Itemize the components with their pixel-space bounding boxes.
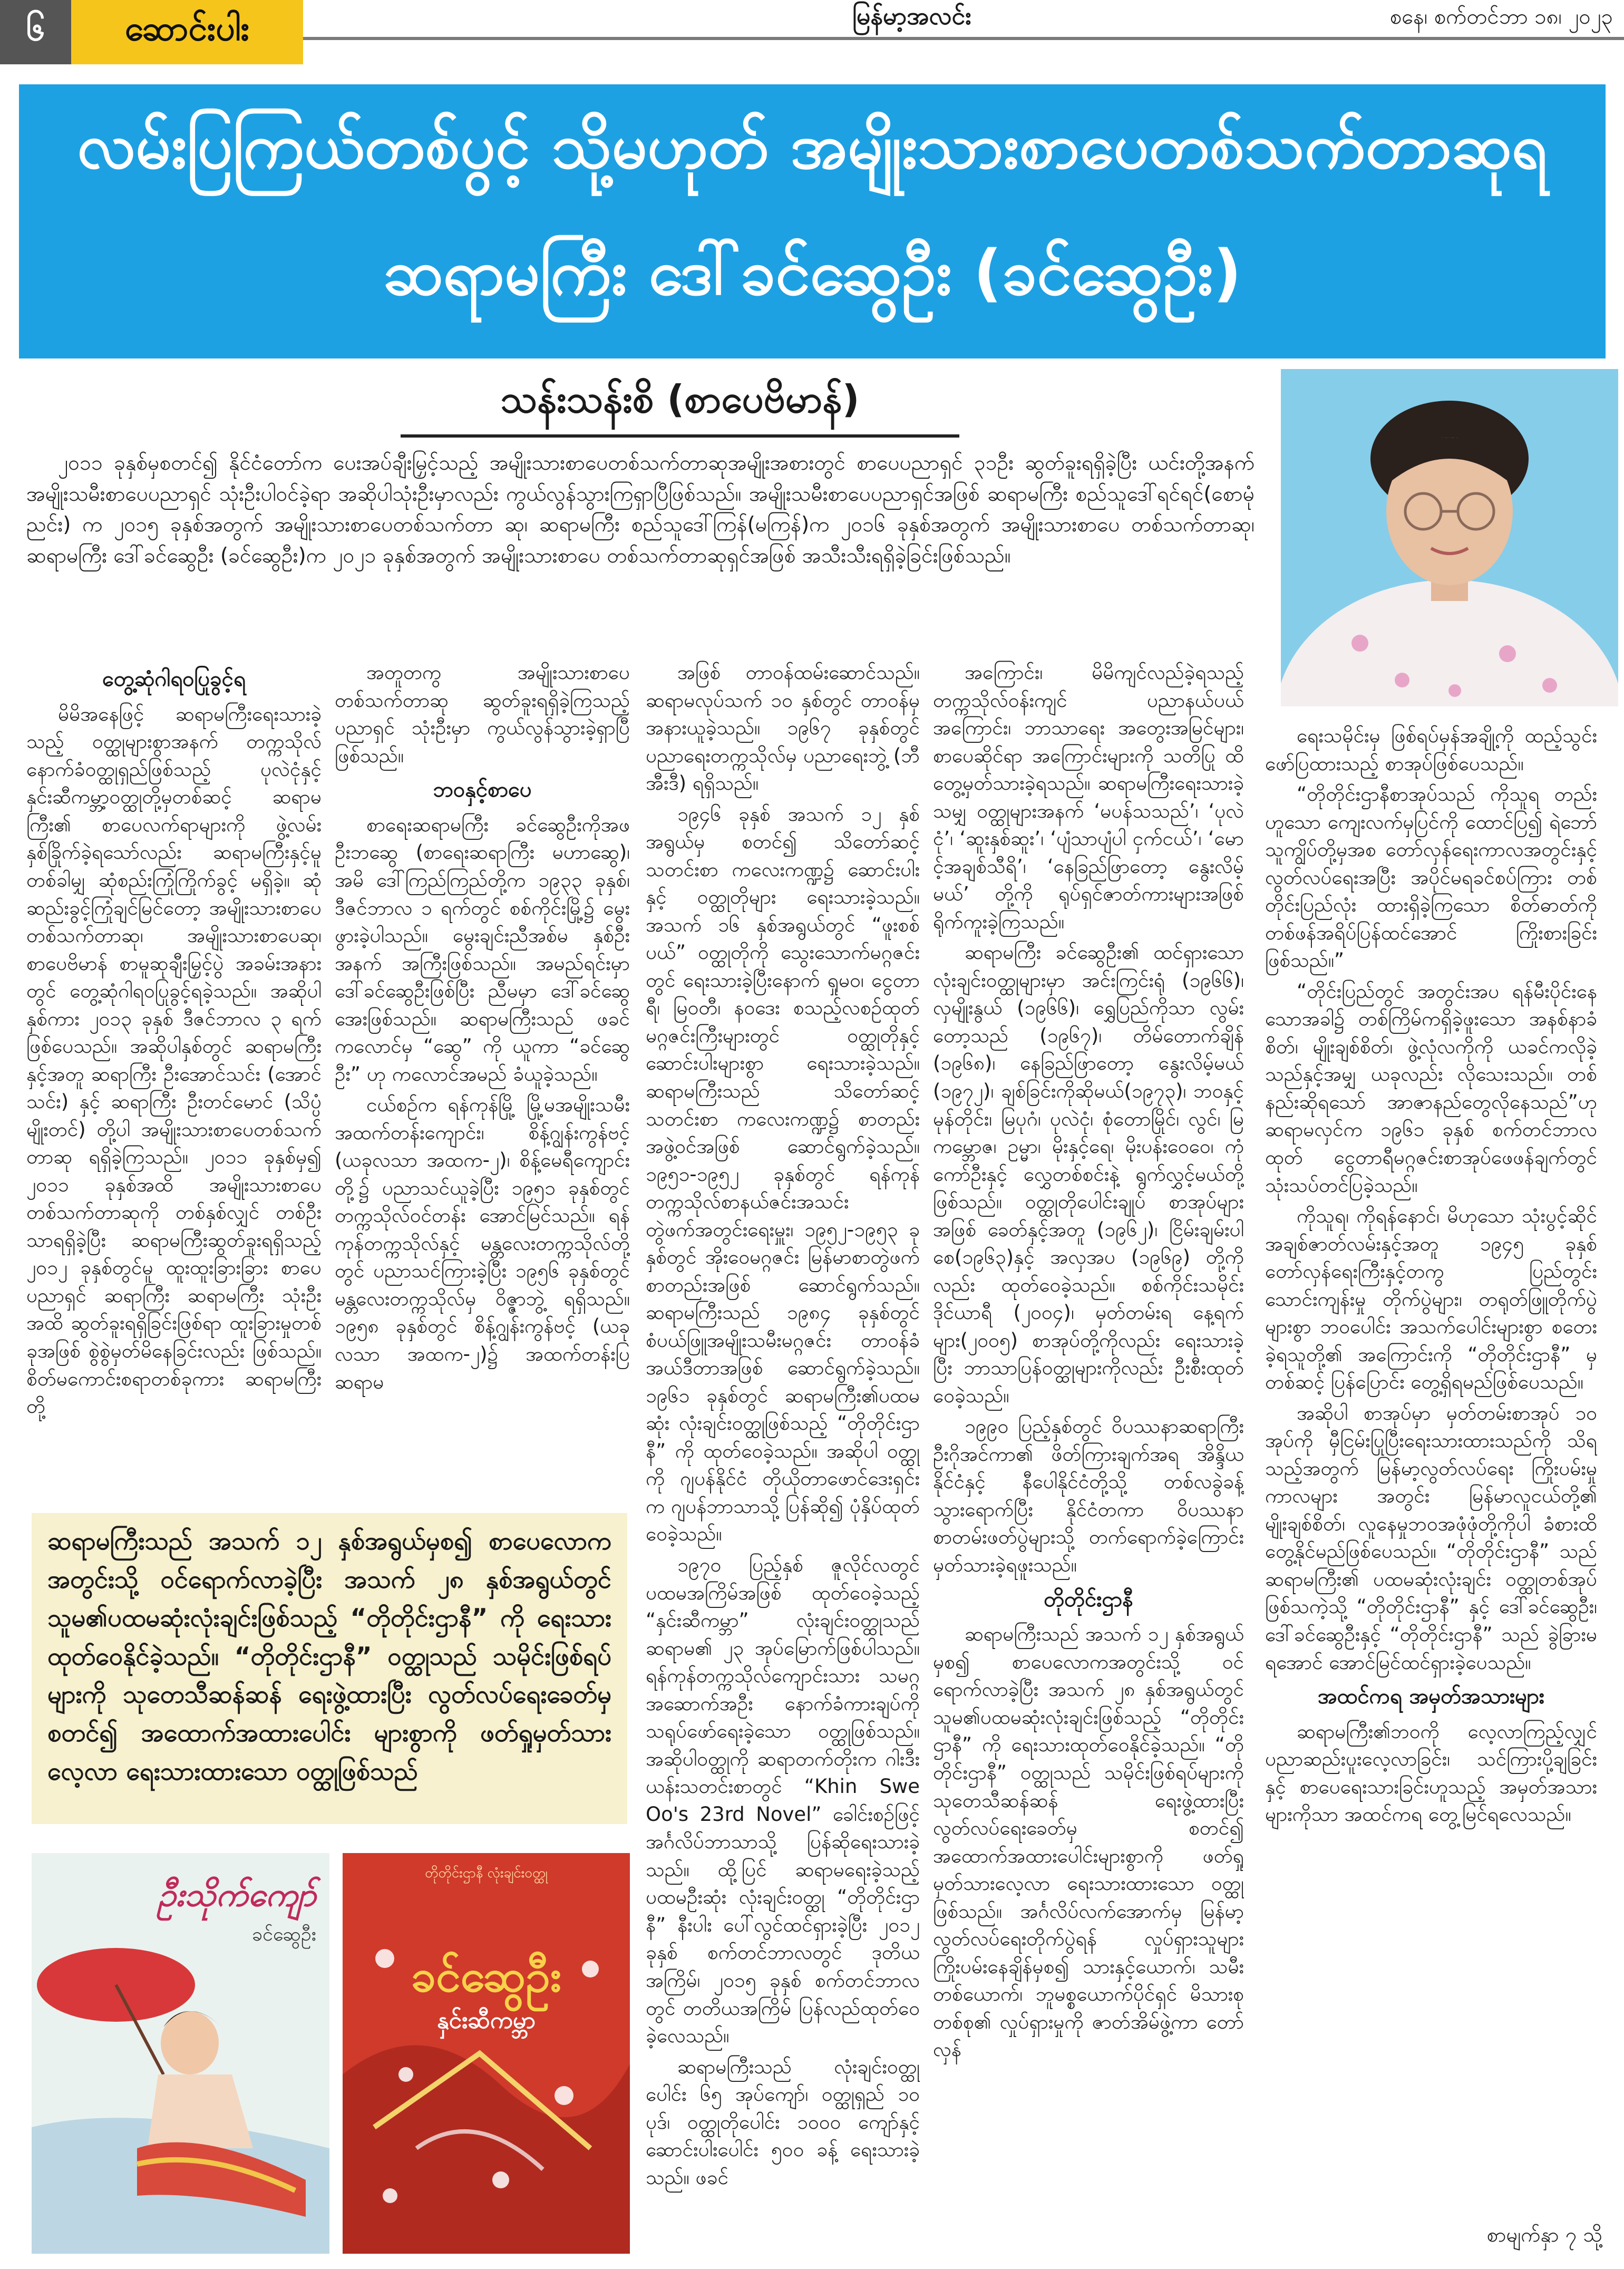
body-paragraph: “တိုတိုင်းဌာနီစာအုပ်သည် ကိုသူရ တည်းဟူသော ကျေးလက်မှပြင်ကို ထောင်ပြ၍ ရဲဘော်သူကျွိပ်တို့မှအစ တော်လှန်ရေးကာလအတွင်းနှင့် လွတ်လပ်ရေးအပြီး အပိုင်မရခင်စပ်ကြား တစ်တိုင်းပြည်လုံး ထားရှိခဲ့ကြသော စိတ်ဓာတ်ကို တစ်ဖန်အရိပ်ပြန်ထင်အောင် ကြိုးစားခြင်းဖြစ်သည်။” <box>1265 783 1597 972</box>
text-column-2 <box>335 659 630 1502</box>
body-paragraph: စာရေးဆရာမကြီး ခင်ဆွေဦးကိုအဖ ဦးဘဆွေ (စာရေးဆရာကြီး မဟာဆွေ)၊ အမိ ဒေါ်ကြည်ကြည်တို့က ၁၉၃၃ ခုနှစ်၊ ဒီဇင်ဘာလ ၁ ရက်တွင် စစ်ကိုင်းမြို့၌ မွေးဖွားခဲ့ပါသည်။ မွေးချင်းညီအစ်မ နှစ်ဦးအနက် အကြီးဖြစ်သည်။ အမည်ရင်းမှာ ဒေါ်ခင်ဆွေဦးဖြစ်ပြီး ညီမမှာ ဒေါ်ခင်ဆွေအေးဖြစ်သည်။ ဆရာမကြီးသည် ဖခင်ကလောင်မှ “ဆွေ” ကို ယူကာ “ခင်ဆွေဦး” ဟု ကလောင်အမည် ခံယူခဲ့သည်။ <box>335 813 630 1085</box>
article-intro <box>26 448 1255 659</box>
title-banner <box>19 84 1606 358</box>
book-cover-2-illustration <box>343 1853 630 2254</box>
body-paragraph: ကိုသူရ၊ ကိုရန်နောင်၊ မိဟုသော သုံးပွင့်ဆိုင် အချစ်ဇာတ်လမ်းနှင့်အတူ ၁၉၄၅ ခုနှစ် တော်လှန်ရေးကြီးနှင့်တကွ ပြည်တွင်းသောင်းကျန်းမှု တိုက်ပွဲများ၊ တရုတ်ဖြူတိုက်ပွဲများစွာ ဘဝပေါင်း အသက်ပေါင်းများစွာ စတေးခဲ့ရသူတို့၏ အကြောင်းကို “တိုတိုင်းဌာနီ” မှတစ်ဆင့် ပြန်ပြောင်း တွေ့ရှိရမည်ဖြစ်ပေသည်။ <box>1265 1205 1597 1394</box>
body-paragraph: ငယ်စဉ်က ရန်ကုန်မြို့ မြို့မအမျိုးသမီး အထက်တန်းကျောင်း၊ စိန့်ဂျွန်းကွန်ဗင့် (ယခုလသာ အထက-၂)၊ စိန့်မေရီကျောင်းတို့၌ ပညာသင်ယူခဲ့ပြီး ၁၉၅၁ ခုနှစ်တွင် တက္ကသိုလ်ဝင်တန်း အောင်မြင်သည်။ ရန်ကုန်တက္ကသိုလ်နှင့် မန္တလေးတက္ကသိုလ်တို့တွင် ပညာသင်ကြားခဲ့ပြီး ၁၉၅၆ ခုနှစ်တွင် မန္တလေးတက္ကသိုလ်မှ ဝိဇ္ဇာဘွဲ့ ရရှိသည်။ ၁၉၅၈ ခုနှစ်တွင် စိန့်ဂျွန်းကွန်ဗင့် (ယခုလသာ အထက-၂)၌ အထက်တန်းပြဆရာမ <box>335 1093 630 1393</box>
text-column-4 <box>933 659 1244 2230</box>
text-column-5 <box>1265 722 1597 2188</box>
body-paragraph: “တိုင်းပြည်တွင် အတွင်းအပ ရန်မီးပိုင်းနေသောအခါ၌ တစ်ကြိမ်ကရှိခဲ့ဖူးသော အနစ်နာခံစိတ်၊ မျိုးချစ်စိတ်၊ ဖွဲ့လုံလကိုကို ယခင်ကလိုခဲ့သည်နှင့်အမျှ ယခုလည်း လိုသေးသည်။ တစ်နည်းဆိုရသော် အာဇာနည်တွေလိုနေသည်”ဟု ဆရာမလှင်က ၁၉၆၁ ခုနှစ် စက်တင်ဘာလထုတ် ငွေတာရီမဂ္ဂဇင်းစာအုပ်ဖေဖန်ချက်တွင် သုံးသပ်တင်ပြခဲ့သည်။ <box>1265 980 1597 1197</box>
newspaper-name: မြန်မာ့အလင်း <box>852 1 971 30</box>
body-paragraph: ဆရာမကြီးသည် လုံးချင်းဝတ္ထုပေါင်း ၆၅ အုပ်ကျော်၊ ဝတ္ထုရှည် ၁၀ ပုဒ်၊ ဝတ္ထုတိုပေါင်း ၁၀၀၀ ကျော်နှင့် ဆောင်းပါးပေါင်း ၅၀၀ ခန့် ရေးသားခဲ့သည်။ ဖခင် <box>646 2055 920 2189</box>
book-cover-1 <box>32 1853 329 2254</box>
body-paragraph: အဆိုပါ စာအုပ်မှာ မှတ်တမ်းစာအုပ် ၁၀ အုပ်ကို မှီငြမ်းပြုပြီးရေးသားထားသည်ကို သိရသည့်အတွက် မြန်မာ့လွတ်လပ်ရေး ကြိုးပမ်းမှုကာလများ အတွင်း မြန်မာလူငယ်တို့၏ မျိုးချစ်စိတ်၊ လူနေမှုဘဝအဖုံဖုံတို့ကိုပါ ခံစားထိတွေ့နိုင်မည်ဖြစ်ပေသည်။ “တိုတိုင်းဌာနီ” သည် ဆရာမကြီး၏ ပထမဆုံးလုံးချင်း ဝတ္ထုတစ်အုပ်ဖြစ်သကဲ့သို့ “တိုတိုင်းဌာနီ” နှင့် ဒေါ်ခင်ဆွေဦး၊ ဒေါ်ခင်ဆွေဦးနှင့် “တိုတိုင်းဌာနီ” သည် ခွဲခြားမရအောင် အောင်မြင်ထင်ရှားခဲ့ပေသည်။ <box>1265 1401 1597 1674</box>
byline: သန်းသန်းစိ (စာပေဗိမာန်) <box>401 380 959 438</box>
text-column-1 <box>26 659 322 1502</box>
book-cover-1-author: ခင်ဆွေဦး <box>251 1924 316 1945</box>
article-title-line-2: ဆရာမကြီး ဒေါ်ခင်ဆွေဦး (ခင်ဆွေဦး) <box>383 236 1242 309</box>
book-cover-2-subtitle: နှင်းဆီကမ္ဘာ <box>436 2007 536 2034</box>
header-rule <box>303 37 1624 40</box>
intro-paragraph: ၂၀၁၁ ခုနှစ်မှစတင်၍ နိုင်ငံတော်က ပေးအပ်ချီးမြှင့်သည့် အမျိုးသားစာပေတစ်သက်တာဆုအမျိုးအစားတွင် စာပေပညာရှင် ၃၁ဦး ဆွတ်ခူးရရှိခဲ့ပြီး ယင်းတို့အနက် အမျိုးသမီးစာပေပညာရှင် သုံးဦးပါဝင်ခဲ့ရာ အဆိုပါသုံးဦးမှာလည်း ကွယ်လွန်သွားကြရှာပြီဖြစ်သည်။ အမျိုးသမီးစာပေပညာရှင်အဖြစ် ဆရာမကြီး စည်သူဒေါ်ရင်ရင်(စောမုံညင်း) က ၂၀၁၅ ခုနှစ်အတွက် အမျိုးသားစာပေတစ်သက်တာ ဆု၊ ဆရာမကြီး စည်သူဒေါ်ကြန်(မကြန်)က ၂၀၁၆ ခုနှစ်အတွက် အမျိုးသားစာပေ တစ်သက်တာဆု၊ ဆရာမကြီး ဒေါ်ခင်ဆွေဦး (ခင်ဆွေဦး)က ၂၀၂၁ ခုနှစ်အတွက် အမျိုးသားစာပေ တစ်သက်တာဆုရှင်အဖြစ် အသီးသီးရရှိခဲ့ခြင်းဖြစ်သည်။ <box>26 451 1255 568</box>
body-paragraph: ဆရာမကြီး ခင်ဆွေဦး၏ ထင်ရှားသော လုံးချင်းဝတ္ထုများမှာ အင်းကြင်းရုံ (၁၉၆၆)၊ လှမျိုးနွယ် (၁၉၆၆)၊ ရွှေပြည်ကိုသာ လွမ်းတော့သည် (၁၉၆၇)၊ တိမ်တောက်ချိန် (၁၉၆၈)၊ နေခြည်ဖြာတော့ နွေးလိမ့်မယ် (၁၉၇၂)၊ ချစ်ခြင်းကိုဆိုမယ်(၁၉၇၃)၊ ဘဝနှင့် မုန်တိုင်း၊ မြပုဂံ၊ ပုလဲငုံ၊ စုံတောမြိုင်၊ လွင်၊ မြကမ္ဘောဇ၊ ဥမ္မာ၊ မိုးနှင့်ရေ၊ မိုးပန်းဝေဝေ၊ ကုံကော်ဦးနှင့် လွှေတစ်စင်းနဲ့ ရွက်လွှင့်မယ်တို့ဖြစ်သည်။ ဝတ္ထုတိုပေါင်းချုပ် စာအုပ်များအဖြစ် ခေတ်နှင့်အတူ (၁၉၆၂)၊ ငြိမ်းချမ်းပါစေ(၁၉၆၃)နှင့် အလှအပ (၁၉၆၉) တို့ကိုလည်း ထုတ်ဝေခဲ့သည်။ စစ်ကိုင်းသမိုင်းဒိုင်ယာရီ (၂၀၀၄)၊ မှတ်တမ်းရ နေ့ရက်များ(၂၀၀၅) စာအုပ်တို့ကိုလည်း ရေးသားခဲ့ပြီး ဘာသာပြန်ဝတ္ထုများကိုလည်း ဦးစီးထုတ်ဝေခဲ့သည်။ <box>933 941 1244 1407</box>
book-cover-2-top-text: တိုတိုင်းဌာနီ လုံးချင်းဝတ္ထု <box>425 1865 548 1881</box>
book-cover-2 <box>343 1853 630 2254</box>
body-paragraph: ၁၉၇၀ ပြည့်နှစ် ဇူလိုင်လတွင် ပထမအကြိမ်အဖြစ် ထုတ်ဝေခဲ့သည့် “နှင်းဆီကမ္ဘာ” လုံးချင်းဝတ္ထုသည် ဆရာမ၏ ၂၃ အုပ်မြောက်ဖြစ်ပါသည်။ ရန်ကုန်တက္ကသိုလ်ကျောင်းသား သမဂ္ဂအဆောက်အဦး နောက်ခံကားချပ်ကို သရုပ်ဖော်ရေးခဲ့သော ဝတ္ထုဖြစ်သည်။ အဆိုပါဝတ္ထုကို ဆရာတက်တိုးက ဂါးဒီးယန်းသတင်းစာတွင် “Khin Swe Oo's 23rd Novel” ခေါင်းစဉ်ဖြင့် အင်္ဂလိပ်ဘာသာသို့ ပြန်ဆိုရေးသားခဲ့သည်။ ထို့ပြင် ဆရာမရေးခဲ့သည့် ပထမဦးဆုံး လုံးချင်းဝတ္ထု “တိုတိုင်းဌာနီ” နီးပါး ပေါ်လွင်ထင်ရှားခဲ့ပြီး ၂၀၁၂ ခုနှစ် စက်တင်ဘာလတွင် ဒုတိယအကြိမ်၊ ၂၀၁၅ ခုနှစ် စက်တင်ဘာလတွင် တတိယအကြိမ် ပြန်လည်ထုတ်ဝေခဲ့လေသည်။ <box>646 1554 920 2048</box>
body-paragraph: အဖြစ် တာဝန်ထမ်းဆောင်သည်။ ဆရာမလုပ်သက် ၁၀ နှစ်တွင် တာဝန်မှ အနားယူခဲ့သည်။ ၁၉၆၇ ခုနှစ်တွင် ပညာရေးတက္ကသိုလ်မှ ပညာရေးဘွဲ့ (ဘီအီးဒီ) ရရှိသည်။ <box>646 661 920 795</box>
page-number: ၆ <box>0 0 71 64</box>
body-paragraph: မိမိအနေဖြင့် ဆရာမကြီးရေးသားခဲ့သည့် ဝတ္ထုများစွာအနက် တက္ကသိုလ်နောက်ခံဝတ္ထုရှည်ဖြစ်သည့် ပုလဲငုံနှင့် နှင်းဆီကမ္ဘာ့ဝတ္ထုတို့မှတစ်ဆင့် ဆရာမကြီး၏ စာပေလက်ရာများကို ဖွဲ့လမ်းနှစ်ခြိုက်ခဲ့ရသော်လည်း ဆရာမကြီးနှင့်မူ တစ်ခါမျှ ဆုံစည်းကြုံကြိုက်ခွင့် မရှိခဲ့။ ဆုံဆည်းခွင့်ကြုံချင်မြင်တော့ အမျိုးသားစာပေတစ်သက်တာဆု၊ အမျိုးသားစာပေဆု၊ စာပေဗိမာန် စာမူဆုချီးမြှင့်ပွဲ အခမ်းအနားတွင် တွေ့ဆုံဂါရဝပြုခွင့်ရခဲ့သည်။ အဆိုပါနှစ်ကား ၂၀၁၃ ခုနှစ် ဒီဇင်ဘာလ ၃ ရက် ဖြစ်ပေသည်။ အဆိုပါနှစ်တွင် ဆရာမကြီးနှင့်အတူ ဆရာကြီး ဦးအောင်သင်း (အောင်သင်း) နှင့် ဆရာကြီး ဦးတင်မောင် (သိပ္ပံမျိုးတင်) တို့ပါ အမျိုးသားစာပေတစ်သက်တာဆု ရရှိခဲ့ကြသည်။ ၂၀၁၁ ခုနှစ်မှ၍ ၂၀၁၁ ခုနှစ်အထိ အမျိုးသားစာပေ တစ်သက်တာဆုကို တစ်နှစ်လျှင် တစ်ဦးသာရရှိခဲ့ပြီး ဆရာမကြီးဆွတ်ခူးရရှိသည့် ၂၀၁၂ ခုနှစ်တွင်မူ ထူးထူးခြားခြား စာပေပညာရှင် ဆရာကြီး ဆရာမကြီး သုံးဦးအထိ ဆွတ်ခူးရရှိခြင်းဖြစ်ရာ ထူးခြားမှုတစ်ခုအဖြစ် စွဲစွဲမှတ်မိနေခြင်းလည်း ဖြစ်သည်။ စိတ်မကောင်းစရာတစ်ခုကား ဆရာမကြီးတို့ <box>26 702 322 1418</box>
section-tag: ဆောင်းပါး <box>71 0 303 64</box>
portrait-illustration <box>1281 369 1618 706</box>
author-portrait-photo <box>1281 369 1618 706</box>
book-cover-1-title: ဦးသိုက်ကျော် <box>158 1875 316 1914</box>
body-paragraph: ဆရာမကြီး၏ဘဝကို လေ့လာကြည့်လျှင် ပညာဆည်းပူးလေ့လာခြင်း၊ သင်ကြားပို့ချခြင်းနှင့် စာပေရေးသားခြင်းဟူသည့် အမှတ်အသားများကိုသာ အထင်ကရ တွေ့မြင်ရလေသည်။ <box>1265 1720 1597 1826</box>
continued-on-page: စာမျက်နှာ ၇ သို့ <box>1486 2223 1602 2246</box>
body-paragraph: အကြောင်း၊ မိမိကျင်လည်ခဲ့ရသည့် တက္ကသိုလ်ဝန်းကျင် ပညာနယ်ပယ် အကြောင်း၊ ဘာသာရေး အတွေးအမြင်များ၊ စာပေဆိုင်ရာ အကြောင်းများကို သတိပြု ထိတွေ့မှတ်သားခဲ့ရသည်။ ဆရာမကြီးရေးသားခဲ့သမျှ ဝတ္ထုများအနက် ‘မပန်သသည်’၊ ‘ပုလဲငုံ’၊ ‘ဆူးနှစ်ဆူး’၊ ‘ပျံသာပျံပါ ငှက်ငယ်’၊ ‘မောင့်အချစ်သီရိ’၊ ‘နေခြည်ဖြာတော့ နွေးလိမ့်မယ်’ တို့ကို ရုပ်ရှင်ဇာတ်ကားများအဖြစ် ရိုက်ကူးခဲ့ကြသည်။ <box>933 661 1244 933</box>
pull-quote: ဆရာမကြီးသည် အသက် ၁၂ နှစ်အရွယ်မှစ၍ စာပေလောကအတွင်းသို့ ဝင်ရောက်လာခဲ့ပြီး အသက် ၂၈ နှစ်အရွယ်တွင် သူမ၏ပထမဆုံးလုံးချင်းဖြစ်သည့် “တိုတိုင်းဌာနီ” ကို ရေးသားထုတ်ဝေနိုင်ခဲ့သည်။ “တိုတိုင်းဌာနီ” ဝတ္ထုသည် သမိုင်းဖြစ်ရပ်များကို သုတေသီဆန်ဆန် ရေးဖွဲ့ထားပြီး လွတ်လပ်ရေးခေတ်မှ စတင်၍ အထောက်အထားပေါင်း များစွာကို ဖတ်ရှုမှတ်သားလေ့လာ ရေးသားထားသော ဝတ္ထုဖြစ်သည် <box>32 1513 627 1824</box>
body-paragraph: ဆရာမကြီးသည် အသက် ၁၂ နှစ်အရွယ်မှစ၍ စာပေလောကအတွင်းသို့ ဝင်ရောက်လာခဲ့ပြီး အသက် ၂၈ နှစ်အရွယ်တွင် သူမ၏ပထမဆုံးလုံးချင်းဖြစ်သည့် “တိုတိုင်းဌာနီ” ကို ရေးသားထုတ်ဝေနိုင်ခဲ့သည်။ “တိုတိုင်းဌာနီ” ဝတ္ထုသည် သမိုင်းဖြစ်ရပ်များကို သုတေသီဆန်ဆန် ရေးဖွဲ့ထားပြီး လွတ်လပ်ရေးခေတ်မှ စတင်၍ အထောက်အထားပေါင်းများစွာကို ဖတ်ရှုမှတ်သားလေ့လာ ရေးသားထားသော ဝတ္ထုဖြစ်သည်။ အင်္ဂလိပ်လက်အောက်မှ မြန်မာ့လွတ်လပ်ရေးတိုက်ပွဲရန် လှုပ်ရှားသူများ ကြိုးပမ်းနေချိန်မှစ၍ သားနှင့်ယောက်၊ သမီးတစ်ယောက်၊ ဘူမစ္စယောက်ပိုင်ရှင် မိသားစုတစ်စု၏ လှုပ်ရှားမှုကို ဇာတ်အိမ်ဖွဲ့ကာ တော်လှန် <box>933 1623 1244 2061</box>
section-subheading: ဘဝနှင့်စာပေ <box>433 778 532 802</box>
book-cover-2-title: ခင်ဆွေဦး <box>411 1950 562 2002</box>
issue-date: စနေ၊ စက်တင်ဘာ ၁၈၊ ၂၀၂၃ <box>1389 4 1613 29</box>
section-subheading: အထင်ကရ အမှတ်အသားများ <box>1318 1684 1544 1709</box>
section-subheading: တွေ့ဆုံဂါရဝပြုခွင့်ရ <box>102 667 246 691</box>
body-paragraph: ရေးသမိုင်းမှ ဖြစ်ရပ်မှန်အချို့ကို ထည့်သွင်းဖော်ပြထားသည့် စာအုပ်ဖြစ်ပေသည်။ <box>1265 724 1597 775</box>
article-title-line-1: လမ်းပြကြယ်တစ်ပွင့် သို့မဟုတ် အမျိုးသားစာပေတစ်သက်တာဆုရ <box>77 110 1548 182</box>
text-column-3 <box>646 659 920 2230</box>
section-subheading: တိုတိုင်းဌာနီ <box>1044 1587 1133 1612</box>
body-paragraph: ၁၉၄၆ ခုနှစ် အသက် ၁၂ နှစ်အရွယ်မှ စတင်၍ သိတော်ဆင့်သတင်းစာ ကလေးကဏ္ဍ၌ ဆောင်းပါးနှင့် ဝတ္ထုတိုများ ရေးသားခဲ့သည်။ အသက် ၁၆ နှစ်အရွယ်တွင် “ဖူးစစ်ပယ်” ဝတ္ထုတိုကို သွေးသောက်မဂ္ဂဇင်းတွင် ရေးသားခဲ့ပြီးနောက် ရှုမဝ၊ ငွေတာရီ၊ မြဝတီ၊ နဝဒေး စသည့်လစဉ်ထုတ်မဂ္ဂဇင်းကြီးများတွင် ဝတ္ထုတိုနှင့် ဆောင်းပါးများစွာ ရေးသားခဲ့သည်။ ဆရာမကြီးသည် သိတော်ဆင့်သတင်းစာ ကလေးကဏ္ဍ၌ စာတည်းအဖွဲ့ဝင်အဖြစ် ဆောင်ရွက်ခဲ့သည်။ ၁၉၅၁-၁၉၅၂ ခုနှစ်တွင် ရန်ကုန်တက္ကသိုလ်စာနယ်ဇင်းအသင်း တွဲဖက်အတွင်းရေးမှူး၊ ၁၉၅၂-၁၉၅၃ ခုနှစ်တွင် အိုးဝေမဂ္ဂဇင်း မြန်မာစာတွဲဖက်စာတည်းအဖြစ် ဆောင်ရွက်သည်။ ဆရာမကြီးသည် ၁၉၈၄ ခုနှစ်တွင် စံပယ်ဖြူအမျိုးသမီးမဂ္ဂဇင်း တာဝန်ခံအယ်ဒီတာအဖြစ် ဆောင်ရွက်ခဲ့သည်။ ၁၉၆၁ ခုနှစ်တွင် ဆရာမကြီး၏ပထမဆုံး လုံးချင်းဝတ္ထုဖြစ်သည့် “တိုတိုင်းဌာနီ” ကို ထုတ်ဝေခဲ့သည်။ အဆိုပါ ဝတ္ထုကို ဂျပန်နိုင်ငံ တိုယိုတာဖောင်ဒေးရှင်းက ဂျပန်ဘာသာသို့ ပြန်ဆို၍ ပုံနှိပ်ထုတ်ဝေခဲ့သည်။ <box>646 802 920 1546</box>
body-paragraph: အတူတကွ အမျိုးသားစာပေ တစ်သက်တာဆု ဆွတ်ခူးရရှိခဲ့ကြသည့် ပညာရှင် သုံးဦးမှာ ကွယ်လွန်သွားခဲ့ရှာပြီဖြစ်သည်။ <box>335 661 630 767</box>
body-paragraph: ၁၉၉၀ ပြည့်နှစ်တွင် ဝိပဿနာဆရာကြီး ဦးဂိုအင်ကာ၏ ဖိတ်ကြားချက်အရ အိန္ဒိယနိုင်ငံနှင့် နီပေါနိုင်ငံတို့သို့ တစ်လခွဲခန့်သွားရောက်ပြီး နိုင်ငံတကာ ဝိပဿနာစာတမ်းဖတ်ပွဲများသို့ တက်ရောက်ခဲ့ကြောင်း မှတ်သားခဲ့ရဖူးသည်။ <box>933 1415 1244 1576</box>
